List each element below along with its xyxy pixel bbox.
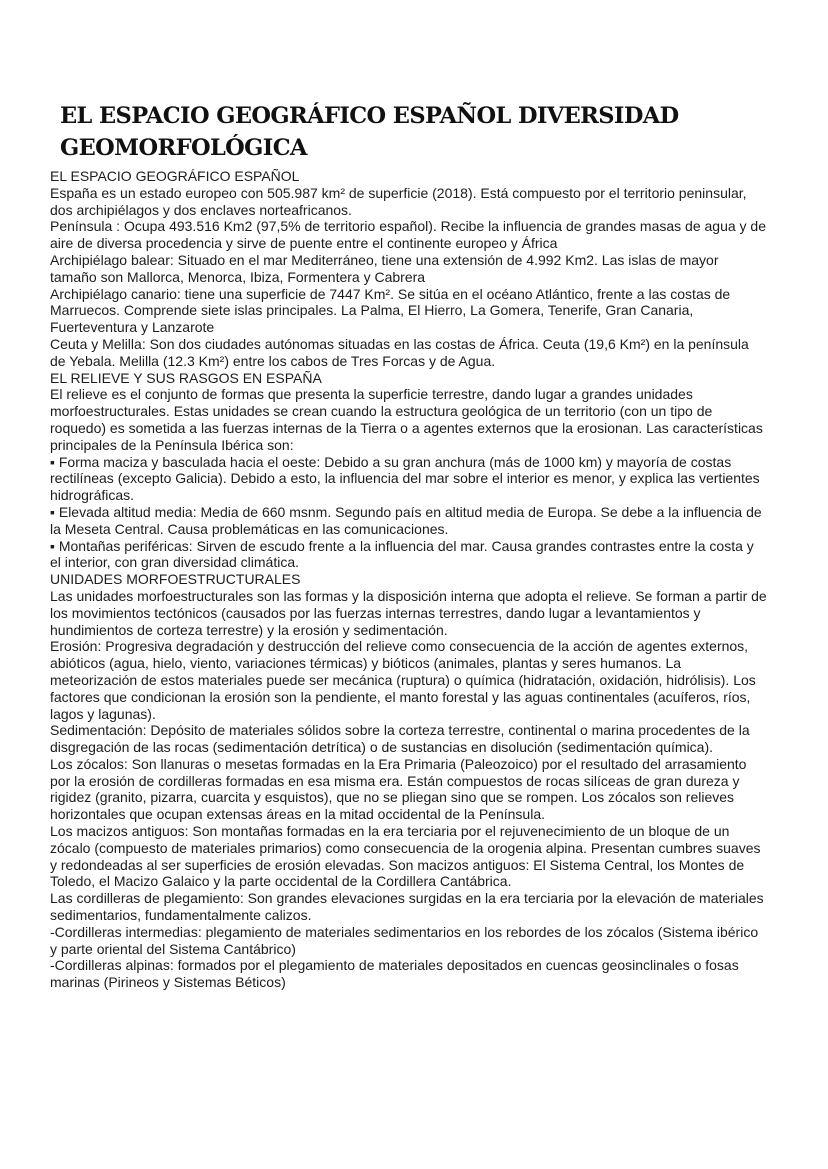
paragraph-relieve-definicion: El relieve es el conjunto de formas que presenta la superficie terrestre, dando lugar a grandes unidades morfoestructurales. Estas unidades se crean cuando la estructura geológica de un territorio (con un tipo de roquedo) es sometida a las fuerzas internas de la Tierra o a agentes externos que la erosionan. Las características principales de la Península Ibérica son: (50, 386, 763, 453)
document-body (50, 168, 768, 991)
paragraph-sedimentacion: Sedimentación: Depósito de materiales sólidos sobre la corteza terrestre, continental o marina procedentes de la disgregación de las rocas (sedimentación detrítica) o de sustancias en disolución (sedimentación química). (50, 722, 750, 756)
bullet-altitud-media: ▪ Elevada altitud media: Media de 660 msnm. Segundo país en altitud media de Europa. Se debe a la influencia de la Meseta Central. Causa problemáticas en las comunicaciones. (50, 503, 762, 537)
paragraph-erosion: Erosión: Progresiva degradación y destrucción del relieve como consecuencia de la acción de agentes externos, abióticos (agua, hielo, viento, variaciones térmicas) y bióticos (animales, plantas y seres humanos. La meteorización de estos materiales puede ser mecánica (ruptura) o química (hidratación, oxidación, hidrólisis). Los factores que condicionan la erosión son la pendiente, el manto forestal y las aguas continentales (acuíferos, ríos, lagos y lagunas). (50, 638, 756, 722)
paragraph-archipielago-balear: Archipiélago balear: Situado en el mar Mediterráneo, tiene una extensión de 4.992 Km2. Las islas de mayor tamaño son Mallorca, Menorca, Ibiza, Formentera y Cabrera (50, 251, 719, 285)
paragraph-unidades-definicion: Las unidades morfoestructurales son las formas y la disposición interna que adopta el relieve. Se forman a partir de los movimientos tectónicos (causados por las fuerzas internas terrestres, dando lugar a levantamientos y hundimientos de corteza terrestre) y la erosión y sedimentación. (50, 587, 767, 638)
document-title: EL ESPACIO GEOGRÁFICO ESPAÑOL DIVERSIDAD GEOMORFOLÓGICA (60, 103, 679, 161)
paragraph-macizos-antiguos: Los macizos antiguos: Son montañas formadas en la era terciaria por el rejuvenecimiento de un bloque de un zócalo (compuesto de materiales primarios) como consecuencia de la orogenia alpina. Presentan cumbres suaves y redondeadas al ser superficies de erosión elevadas. Son macizos antiguos: El Sistema Central, los Montes de Toledo, el Macizo Galaico y la parte occidental de la Cordillera Cantábrica. (50, 823, 761, 890)
paragraph-zocalos: Los zócalos: Son llanuras o mesetas formadas en la Era Primaria (Paleozoico) por el resultado del arrasamiento por la erosión de cordilleras formadas en esa misma era. Están compuestos de rocas silíceas de gran dureza y rigidez (granito, pizarra, cuarcita y esquistos), que no se pliegan sino que se rompen. Los zócalos son relieves horizontales que ocupan extensas áreas en la mitad occidental de la Península. (50, 755, 747, 823)
section-heading-unidades: UNIDADES MORFOESTRUCTURALES (50, 571, 301, 588)
bullet-forma-maciza: ▪ Forma maciza y basculada hacia el oeste: Debido a su gran anchura (más de 1000 km) y mayoría de costas rectilíneas (excepto Galicia). Debido a esto, la influencia del mar sobre el interior es menor, y explica las vertientes hidrográficas. (50, 453, 760, 504)
section-heading-relieve: EL RELIEVE Y SUS RASGOS EN ESPAÑA (50, 369, 322, 386)
paragraph-peninsula: Península : Ocupa 493.516 Km2 (97,5% de territorio español). Recibe la influencia de grandes masas de agua y de aire de diversa procedencia y sirve de puente entre el continente europeo y África (50, 218, 766, 252)
paragraph-cordilleras-intermedias: -Cordilleras intermedias: plegamiento de materiales sedimentarios en los rebordes de los zócalos (Sistema ibérico y parte oriental del Sistema Cantábrico) (50, 923, 759, 957)
section-heading-espacio: EL ESPACIO GEOGRÁFICO ESPAÑOL (50, 168, 300, 184)
paragraph-cordilleras-alpinas: -Cordilleras alpinas: formados por el plegamiento de materiales depositados en cuencas geosinclinales o fosas marinas (Pirineos y Sistemas Béticos) (50, 957, 739, 991)
paragraph-cordilleras-plegamiento: Las cordilleras de plegamiento: Son grandes elevaciones surgidas en la era terciaria por la elevación de materiales sedimentarios, fundamentalmente calizos. (50, 890, 764, 924)
paragraph-archipielago-canario: Archipiélago canario: tiene una superficie de 7447 Km². Se sitúa en el océano Atlántico, frente a las costas de Marruecos. Comprende siete islas principales. La Palma, El Hierro, La Gomera, Tenerife, Gran Canaria, Fuerteventura y Lanzarote (50, 285, 731, 336)
bullet-montanas-perifericas: ▪ Montañas periféricas: Sirven de escudo frente a la influencia del mar. Causa grandes contrastes entre la costa y el interior, con gran diversidad climática. (50, 537, 754, 571)
paragraph-ceuta-melilla: Ceuta y Melilla: Son dos ciudades autónomas situadas en las costas de África. Ceuta (19,6 Km²) en la península de Yebala. Melilla (12.3 Km²) entre los cabos de Tres Forcas y de Agua. (50, 335, 749, 369)
paragraph-espana-intro: España es un estado europeo con 505.987 km² de superficie (2018). Está compuesto por el territorio peninsular, dos archipiélagos y dos enclaves norteafricanos. (50, 184, 747, 218)
